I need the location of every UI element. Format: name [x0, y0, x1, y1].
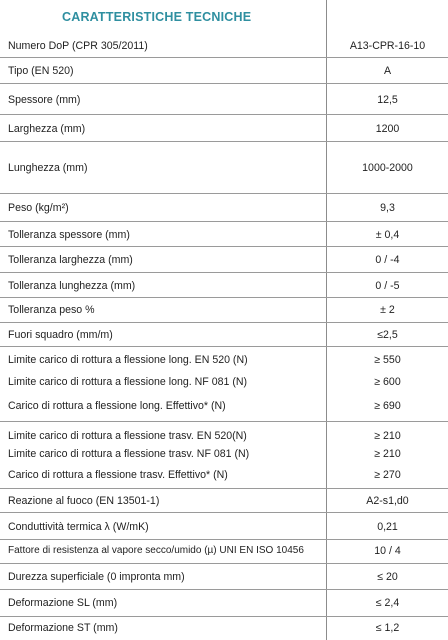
table-row	[0, 58, 448, 84]
row-value: 9,3	[380, 202, 395, 214]
row-label: Spessore (mm)	[8, 94, 81, 106]
table-row	[0, 590, 448, 617]
row-label: Conduttività termica λ (W/mK)	[8, 521, 149, 533]
table-row	[0, 347, 448, 371]
row-label: Limite carico di rottura a flessione trasv. NF 081 (N)	[8, 448, 250, 460]
row-value: 1200	[375, 123, 400, 135]
row-label: Tolleranza peso %	[8, 304, 95, 316]
table-row	[0, 273, 448, 298]
row-label: Reazione al fuoco (EN 13501-1)	[8, 495, 160, 507]
table-row	[0, 115, 448, 142]
table-row	[0, 222, 448, 247]
row-label: Limite carico di rottura a flessione trasv. EN 520(N)	[8, 430, 247, 442]
row-label: Lunghezza (mm)	[8, 162, 88, 174]
row-label: Tipo (EN 520)	[8, 65, 74, 77]
table-row	[0, 465, 448, 489]
table-row	[0, 443, 448, 465]
row-label: Carico di rottura a flessione long. Effettivo* (N)	[8, 400, 226, 412]
table-title: CARATTERISTICHE TECNICHE	[62, 10, 252, 24]
table-row	[0, 298, 448, 323]
table-row	[0, 395, 448, 422]
row-value: A13-CPR-16-10	[349, 40, 426, 52]
row-value: A2-s1,d0	[366, 495, 409, 507]
table-row	[0, 617, 448, 640]
row-value: 1000-2000	[362, 162, 413, 174]
row-label: Durezza superficiale (0 impronta mm)	[8, 571, 185, 583]
row-value: A	[383, 65, 392, 77]
row-label: Tolleranza spessore (mm)	[8, 229, 130, 241]
row-label: Carico di rottura a flessione trasv. Effettivo* (N)	[8, 469, 228, 481]
table-row	[0, 142, 448, 194]
row-value: ≤ 1,2	[375, 622, 400, 634]
table-row	[0, 422, 448, 443]
row-value: ≤2,5	[377, 329, 398, 341]
row-value: 0 / -4	[375, 254, 400, 266]
row-value: ≥ 270	[374, 469, 401, 481]
table-row	[0, 489, 448, 513]
row-label: Limite carico di rottura a flessione long. EN 520 (N)	[8, 354, 248, 366]
table-row	[0, 194, 448, 222]
row-label: Limite carico di rottura a flessione long. NF 081 (N)	[8, 376, 248, 388]
row-value: 0,21	[377, 521, 398, 533]
table-row	[0, 34, 448, 58]
row-value: ≤ 2,4	[375, 597, 400, 609]
row-value: ≤ 20	[377, 571, 398, 583]
row-value: 10 / 4	[374, 545, 401, 557]
row-label: Larghezza (mm)	[8, 123, 86, 135]
row-value: ≥ 210	[374, 448, 401, 460]
table-header	[0, 0, 326, 34]
row-label: Numero DoP (CPR 305/2011)	[8, 40, 148, 52]
row-label: Deformazione SL (mm)	[8, 597, 118, 609]
table-row	[0, 84, 448, 115]
row-value: ≥ 210	[374, 430, 401, 442]
row-value: 0 / -5	[375, 280, 400, 292]
row-label: Fuori squadro (mm/m)	[8, 329, 113, 341]
table-row	[0, 323, 448, 347]
table-row	[0, 513, 448, 540]
table-row	[0, 564, 448, 590]
row-label: Peso (kg/m²)	[8, 202, 69, 214]
row-value: ≥ 550	[374, 354, 401, 366]
row-label: Tolleranza larghezza (mm)	[8, 254, 133, 266]
row-value: ± 0,4	[375, 229, 400, 241]
row-value: 12,5	[377, 94, 398, 106]
row-value: ± 2	[380, 304, 395, 316]
table-row	[0, 371, 448, 395]
table-row	[0, 540, 448, 564]
row-label: Deformazione ST (mm)	[8, 622, 118, 634]
table-row	[0, 247, 448, 273]
row-value: ≥ 690	[374, 400, 401, 412]
row-label: Tolleranza lunghezza (mm)	[8, 280, 136, 292]
row-label: Fattore di resistenza al vapore secco/umido (µ) UNI EN ISO 10456	[8, 545, 304, 556]
row-value: ≥ 600	[374, 376, 401, 388]
